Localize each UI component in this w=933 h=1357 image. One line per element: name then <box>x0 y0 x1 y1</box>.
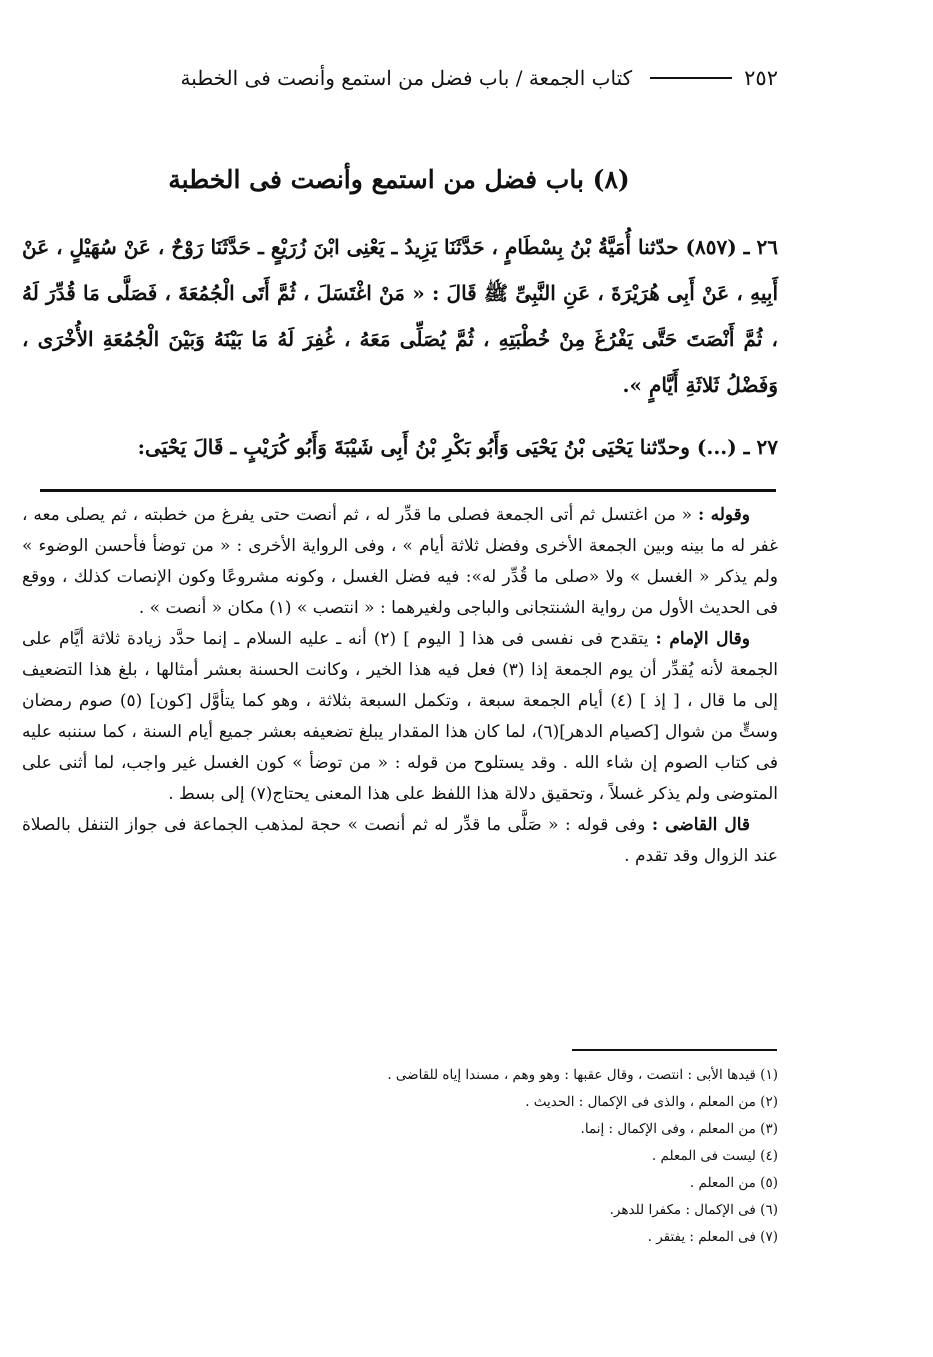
footnote-4: (٤) ليست فى المعلم . <box>651 1148 778 1164</box>
footnote-divider <box>572 1049 777 1051</box>
running-head-title: كتاب الجمعة / باب فضل من استمع وأنصت فى الخطبة <box>180 66 633 90</box>
footnote-2: (٢) من المعلم ، والذى فى الإكمال : الحديث . <box>525 1094 778 1110</box>
header-rule <box>650 77 732 79</box>
running-head <box>20 58 778 98</box>
footnote-3: (٣) من المعلم ، وفى الإكمال : إنما. <box>580 1121 778 1137</box>
commentary-1-lead: وقوله : <box>697 505 750 525</box>
hadith-27-text: وحدّثنا يَحْيَى بْنُ يَحْيَى وَأَبُو بَكْرِ بْنُ أَبِى شَيْبَةَ وَأَبُو كُرَيْبٍ ـ قَالَ يَحْيَى: <box>137 435 690 459</box>
footnote-6: (٦) فى الإكمال : مكفرا للدهر. <box>609 1202 778 1218</box>
commentary-paragraph-2 <box>22 624 778 810</box>
footnote-7: (٧) فى المعلم : يفتقر . <box>647 1229 778 1245</box>
commentary <box>22 500 778 872</box>
footnote-5: (٥) من المعلم . <box>689 1175 778 1191</box>
hadith-27-number: ٢٧ ـ (...) <box>696 435 778 459</box>
chapter-heading: (٨) باب فضل من استمع وأنصت فى الخطبة <box>168 165 630 194</box>
hadith-27 <box>22 424 778 470</box>
page-number: ٢٥٢ <box>744 66 778 90</box>
hadith-26 <box>22 224 778 408</box>
commentary-2-text: يتقدح فى نفسى فى هذا [ اليوم ] (٢) أنه ـ عليه السلام ـ إنما حدَّد زيادة ثلاثة أيَّام على الجمعة لأنه يُقدِّر أن يوم الجمعة إذا (٣) فعل فيه هذا الخير ، وكانت الحسنة بعشر أمثالها ، بلغ هذا التضعيف إلى ما قال ، [ إذ ] (٤) أيام الجمعة سبعة ، وتكمل السبعة بثلاثة ، وهو كما يتأوَّل [كون] (٥) صوم رمضان وستٍّ من شوال [كصيام الدهر](٦)، لما كان هذا المقدار يبلغ تضعيفه بعشر جميع أيام السنة ، كما سننبه عليه فى كتاب الصوم إن شاء الله . وقد يستلوح من قوله : « من توضأ » كون الغسل غير واجب، لما أثنى على المتوضى ولم يذكر غسلاً ، وتحقيق دلالة هذا اللفظ على هذا المعنى يحتاج(٧) إلى بسط . <box>22 629 779 804</box>
commentary-1-text: « من اغتسل ثم أتى الجمعة فصلى ما قدِّر له ، ثم أنصت حتى يفرغ من خطبته ، ثم يصلى معه ، غفر له ما بينه وبين الجمعة الأخرى وفضل ثلاثة أيام » ، وفى الرواية الأخرى : « من توضأ فأحسن الوضوء » ولم يذكر « الغسل » ولا «صلى ما قُدِّر له»: فيه فضل الغسل ، وكونه مشروعًا وكون الإنصات كذلك ، ووقع فى الحديث الأول من رواية الشنتجانى والباجى ولغيرهما : « انتصب » (١) مكان « أنصت » . <box>22 505 778 618</box>
commentary-3-lead: قال القاضى : <box>651 815 751 835</box>
commentary-paragraph-1 <box>22 500 778 624</box>
hadith-26-number: ٢٦ ـ (٨٥٧) <box>685 235 779 259</box>
footnote-1: (١) قيدها الأبى : انتصت ، وقال عقبها : وهو وهم ، مسندا إياه للقاضى . <box>387 1067 778 1083</box>
commentary-2-lead: وقال الإمام : <box>655 629 750 649</box>
hadith-26-text: حدّثنا أُمَيَّةُ بْنُ بِسْطَامٍ ، حَدَّثَنَا يَزِيدُ ـ يَعْنِى ابْنَ زُرَيْعٍ ـ حَدَّثَنَا رَوْحٌ ، عَنْ سُهَيْلٍ ، عَنْ أَبِيهِ ، عَنْ أَبِى هُرَيْرَةَ ، عَنِ النَّبِىِّ ﷺ قَالَ : « مَنْ اغْتَسَلَ ، ثُمَّ أَتَى الْجُمُعَةَ ، فَصَلَّى مَا قُدِّرَ لَهُ ، ثُمَّ أَنْصَتَ حَتَّى يَفْرُغَ مِنْ خُطْبَتِهِ ، ثُمَّ يُصَلِّى مَعَهُ ، غُفِرَ لَهُ مَا بَيْنَهُ وَبَيْنَ الْجُمُعَةِ الأُخْرَى ، وَفَضْلُ ثَلاثَةِ أَيَّامٍ ». <box>22 235 778 397</box>
commentary-3-text: وفى قوله : « صَلَّى ما قدِّر له ثم أنصت » حجة لمذهب الجماعة فى جواز التنفل بالصلاة عند الزوال وقد تقدم . <box>22 815 778 866</box>
footnotes <box>200 1062 778 1251</box>
commentary-paragraph-3 <box>22 810 778 872</box>
text-commentary-divider <box>40 489 776 492</box>
